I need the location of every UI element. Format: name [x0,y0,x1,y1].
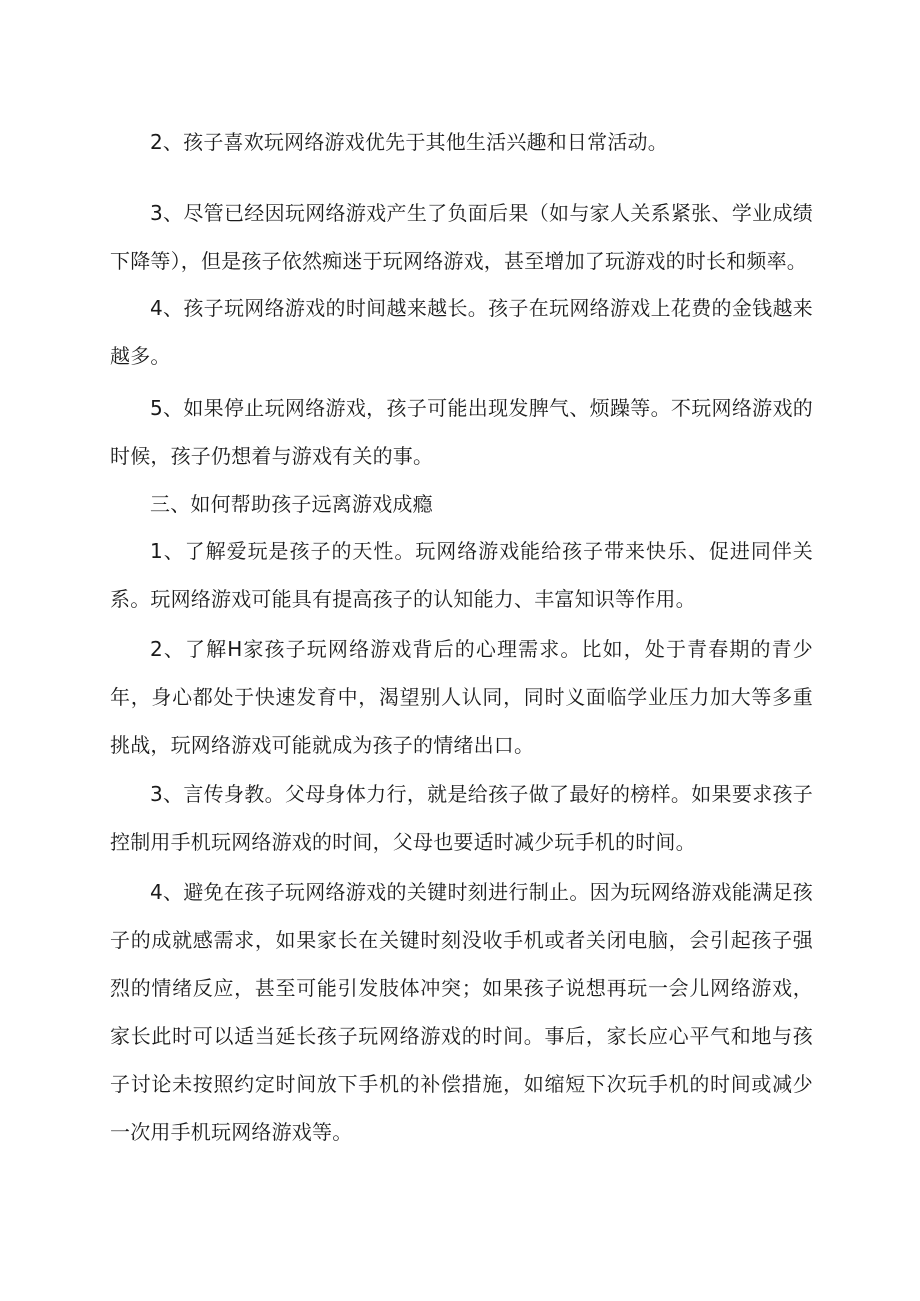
advice-item-1: 1、了解爱玩是孩子的天性。玩网络游戏能给孩子带来快乐、促进同伴关系。玩网络游戏可能具有提高孩子的认知能力、丰富知识等作用。 [110,539,813,611]
paragraph-item-3: 3、尽管已经因玩网络游戏产生了负面后果（如与家人关系紧张、学业成绩下降等），但是孩子依然痴迷于玩网络游戏，甚至增加了玩游戏的时长和频率。 [110,201,813,273]
advice-item-3: 3、言传身教。父母身体力行，就是给孩子做了最好的榜样。如果要求孩子控制用手机玩网络游戏的时间，父母也要适时减少玩手机的时间。 [110,782,813,854]
paragraph-item-5: 5、如果停止玩网络游戏，孩子可能出现发脾气、烦躁等。不玩网络游戏的时候，孩子仍想着与游戏有关的事。 [110,396,813,468]
advice-item-4: 4、避免在孩子玩网络游戏的关键时刻进行制止。因为玩网络游戏能满足孩子的成就感需求，如果家长在关键时刻没收手机或者关闭电脑，会引起孩子强烈的情绪反应，甚至可能引发肢体冲突；如果孩子说想再玩一会儿网络游戏，家长此时可以适当延长孩子玩网络游戏的时间。事后，家长应心平气和地与孩子讨论未按照约定时间放下手机的补偿措施，如缩短下次玩手机的时间或减少一次用手机玩网络游戏等。 [110,880,813,1144]
paragraph-item-2: 2、孩子喜欢玩网络游戏优先于其他生活兴趣和日常活动。 [150,130,668,154]
advice-item-2: 2、了解H家孩子玩网络游戏背后的心理需求。比如，处于青春期的青少年，身心都处于快速发育中，渴望别人认同，同时义面临学业压力加大等多重挑战，玩网络游戏可能就成为孩子的情绪出口。 [110,637,813,757]
section-heading: 三、如何帮助孩子远离游戏成瘾 [150,492,433,516]
paragraph-item-4: 4、孩子玩网络游戏的时间越来越长。孩子在玩网络游戏上花费的金钱越来越多。 [110,296,813,368]
